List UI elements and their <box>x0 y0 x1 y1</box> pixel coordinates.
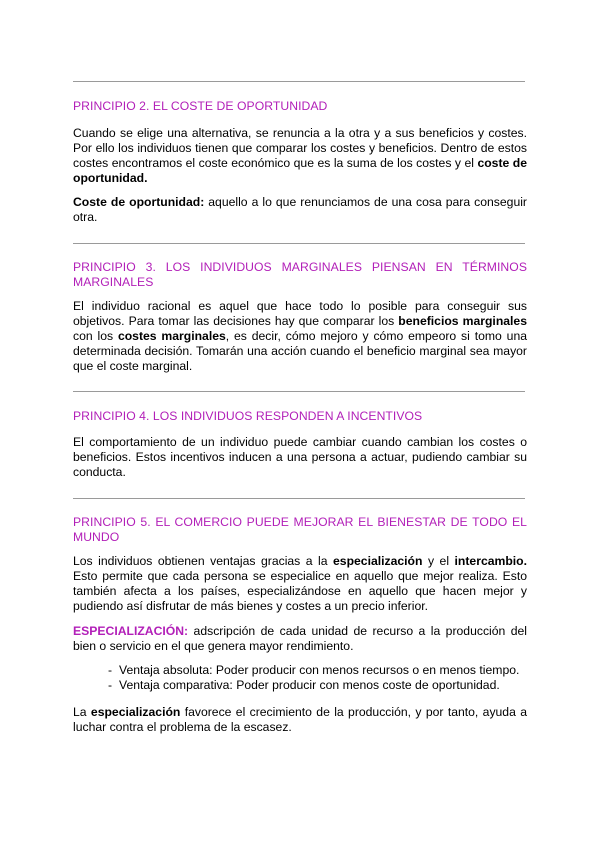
paragraph-coste-oportunidad-definition <box>73 195 527 225</box>
section-divider <box>73 243 525 244</box>
bold-term-intercambio: intercambio. <box>454 554 527 568</box>
text-span: adscripción de cada unidad de recurso a la producción del bien o servicio en el que genera mayor rendimiento. <box>73 624 527 653</box>
bold-term-especializacion: especialización <box>90 705 181 719</box>
section-heading-principio-3: PRINCIPIO 3. LOS INDIVIDUOS MARGINALES PIENSAN EN TÉRMINOS MARGINALES <box>73 260 527 289</box>
bold-term-coste-de-oportunidad-label: Coste de oportunidad: <box>73 195 205 209</box>
section-heading-principio-5: PRINCIPIO 5. EL COMERCIO PUEDE MEJORAR EL BIENESTAR DE TODO EL MUNDO <box>73 515 527 544</box>
text-span: Cuando se elige una alternativa, se renuncia a la otra y a sus beneficios y costes. Por ello los individuos tienen que comparar los costes y beneficios. Dentro de estos costes encontramos el coste económico que es la suma de los costes y el <box>73 126 527 170</box>
text-span: El individuo racional es aquel que hace todo lo posible para conseguir sus objetivos. Para tomar las decisiones hay que comparar los <box>73 299 527 328</box>
bold-term-beneficios-marginales: beneficios marginales <box>398 314 527 328</box>
section-divider <box>73 391 525 392</box>
text-span: La <box>73 705 91 719</box>
section-heading-principio-2: PRINCIPIO 2. EL COSTE DE OPORTUNIDAD <box>73 99 328 113</box>
text-span: con los <box>73 329 118 343</box>
dash-marker: - <box>108 678 113 692</box>
paragraph-coste-oportunidad-intro <box>73 126 527 186</box>
section-heading-principio-4: PRINCIPIO 4. LOS INDIVIDUOS RESPONDEN A INCENTIVOS <box>73 409 423 423</box>
paragraph-incentivos: El comportamiento de un individuo puede cambiar cuando cambian los costes o beneficios. Estos incentivos inducen a una persona a actuar, pudiendo cambiar su conducta. <box>73 435 527 479</box>
paragraph-especializacion-definition <box>73 624 527 654</box>
list-item <box>108 678 527 693</box>
text-span: aquello a lo que renunciamos de una cosa para conseguir otra. <box>73 195 527 224</box>
paragraph-especializacion-conclusion <box>73 705 527 735</box>
list-item-text: Ventaja comparativa: Poder producir con menos coste de oportunidad. <box>119 678 500 692</box>
list-item <box>108 663 527 678</box>
section-divider <box>73 498 525 499</box>
text-span: Esto permite que cada persona se especialice en aquello que mejor realiza. Esto también afecta a los países, especializándose en aquello que hacen mejor y pudiendo así disfrutar de más bienes y costes a un precio inferior. <box>73 569 527 613</box>
text-span: , es decir, cómo mejoro y cómo empeoro si tomo una determinada decisión. Tomarán una acción cuando el beneficio marginal sea mayor que el coste marginal. <box>73 329 527 373</box>
text-span: favorece el crecimiento de la producción, y por tanto, ayuda a luchar contra el problema de la escasez. <box>73 705 527 734</box>
highlighted-term-especializacion: ESPECIALIZACIÓN: <box>73 624 189 638</box>
paragraph-marginales <box>73 299 527 374</box>
text-span: Los individuos obtienen ventajas gracias a la <box>73 554 334 568</box>
text-span: y el <box>422 554 455 568</box>
page-content <box>73 72 527 735</box>
ventajas-list <box>73 663 527 693</box>
section-divider <box>73 81 525 82</box>
paragraph-comercio <box>73 554 527 614</box>
dash-marker: - <box>108 663 113 677</box>
bold-term-especializacion: especialización <box>333 554 423 568</box>
list-item-text: Ventaja absoluta: Poder producir con menos recursos o en menos tiempo. <box>119 663 520 677</box>
bold-term-costes-marginales: costes marginales <box>117 329 226 343</box>
bold-term-coste-de-oportunidad: coste de oportunidad. <box>73 156 527 185</box>
